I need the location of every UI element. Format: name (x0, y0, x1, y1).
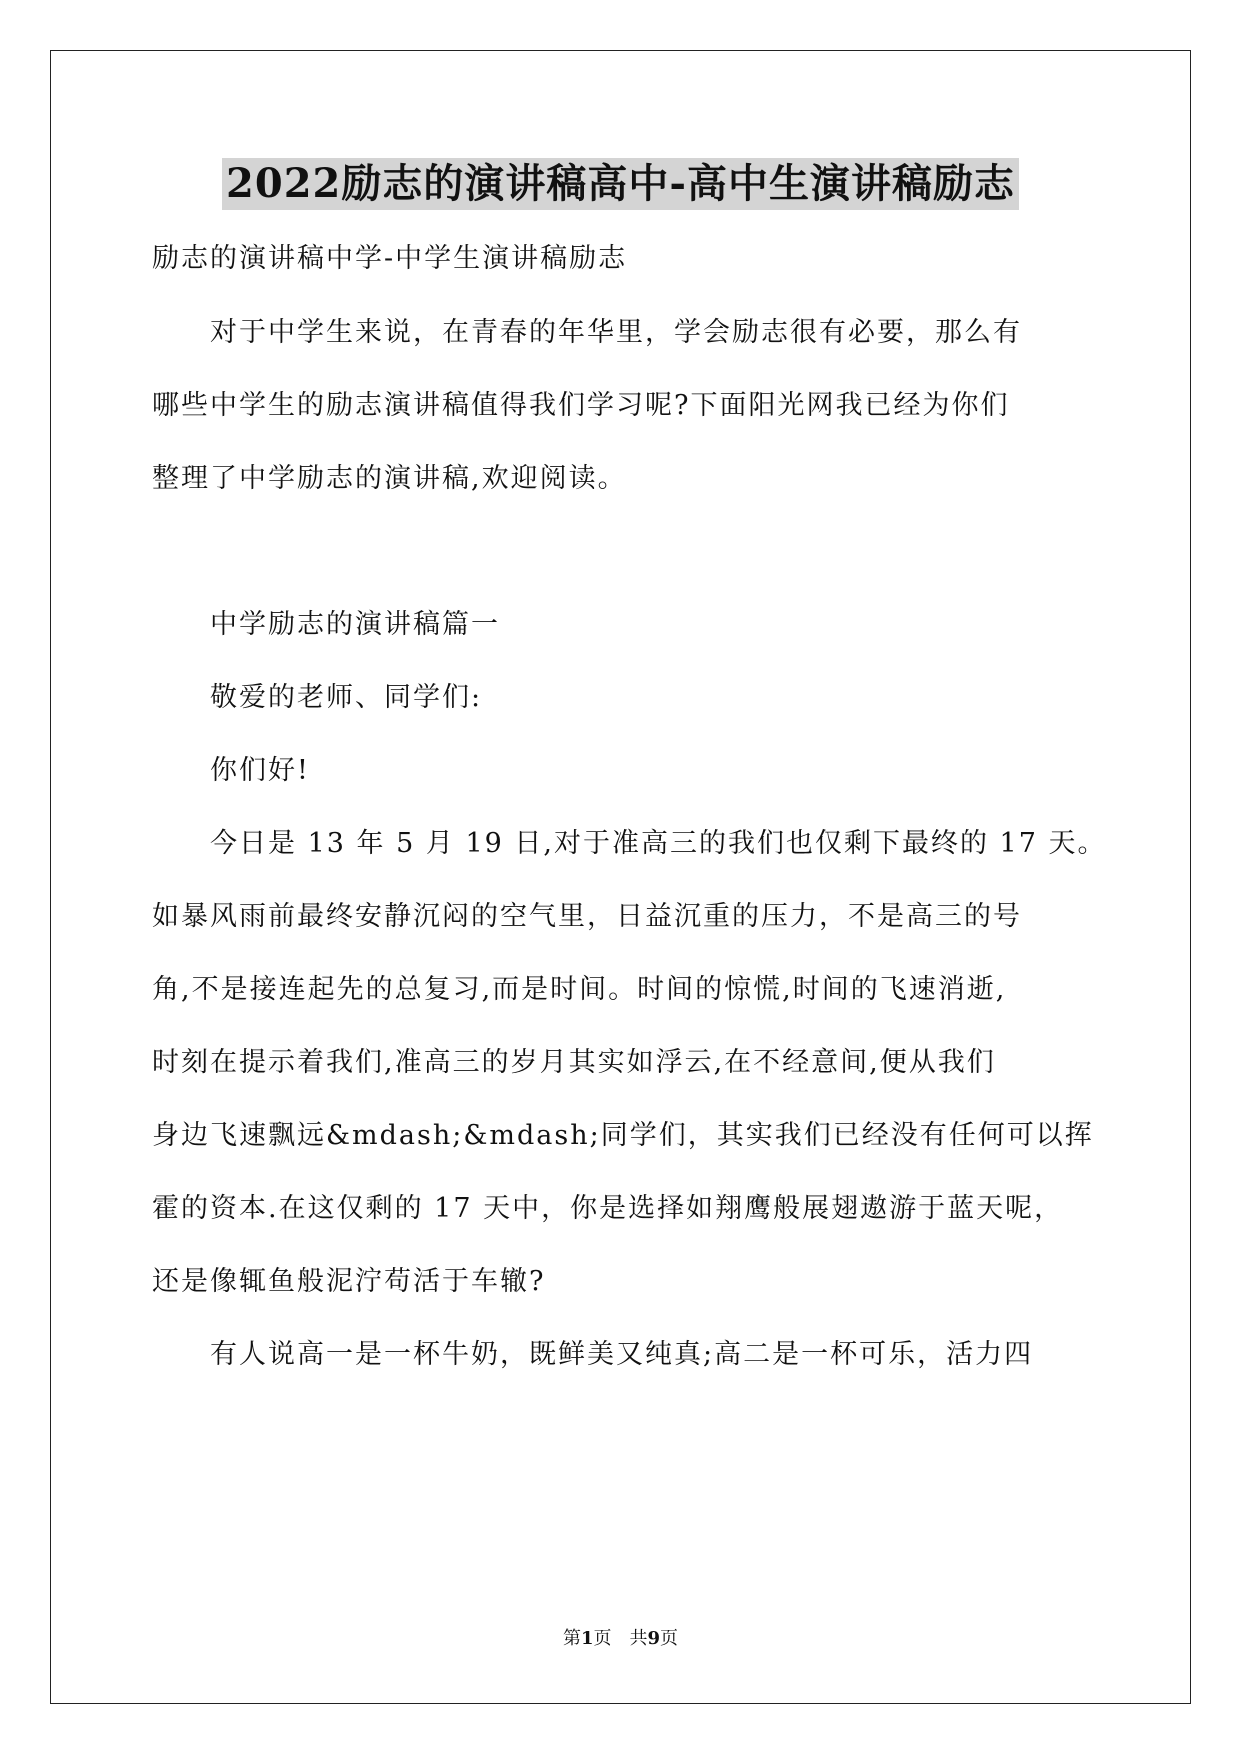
footer-total-prefix: 共 (629, 1628, 648, 1649)
footer-page-prefix: 第 (562, 1628, 581, 1649)
body-line: 有人说高一是一杯牛奶，既鲜美又纯真;高二是一杯可乐，活力四 (152, 1339, 1034, 1370)
footer-page-number: 1 (580, 1628, 594, 1649)
body-line: 霍的资本.在这仅剩的 17 天中，你是选择如翔鹰般展翅遨游于蓝天呢， (152, 1193, 1064, 1224)
footer-total-suffix: 页 (660, 1628, 679, 1649)
body-line: 时刻在提示着我们,准高三的岁月其实如浮云,在不经意间,便从我们 (152, 1047, 996, 1078)
title-container (0, 158, 1241, 210)
page-border (50, 50, 1191, 1704)
footer-total-pages: 9 (647, 1628, 661, 1649)
body-line: 整理了中学励志的演讲稿,欢迎阅读。 (152, 463, 627, 494)
body-line: 你们好! (152, 755, 310, 786)
body-line: 身边飞速飘远&mdash;&mdash;同学们，其实我们已经没有任何可以挥 (152, 1120, 1094, 1151)
body-line: 今日是 13 年 5 月 19 日,对于准高三的我们也仅剩下最终的 17 天。 (152, 828, 1107, 859)
body-line: 还是像辄鱼般泥泞苟活于车辙? (152, 1266, 546, 1297)
footer-page-suffix: 页 (593, 1628, 612, 1649)
section-heading: 中学励志的演讲稿篇一 (152, 609, 500, 640)
body-line: 如暴风雨前最终安静沉闷的空气里，日益沉重的压力，不是高三的号 (152, 901, 1022, 932)
body-line: 角,不是接连起先的总复习,而是时间。时间的惊慌,时间的飞速消逝, (152, 974, 1007, 1005)
body-line: 励志的演讲稿中学-中学生演讲稿励志 (152, 243, 628, 274)
body-line: 敬爱的老师、同学们: (152, 682, 483, 713)
body-line: 哪些中学生的励志演讲稿值得我们学习呢?下面阳光网我已经为你们 (152, 390, 1010, 421)
body-line: 对于中学生来说，在青春的年华里，学会励志很有必要，那么有 (152, 317, 1022, 348)
document-title: 2022励志的演讲稿高中-高中生演讲稿励志 (222, 158, 1019, 210)
page-footer (0, 1627, 1241, 1651)
